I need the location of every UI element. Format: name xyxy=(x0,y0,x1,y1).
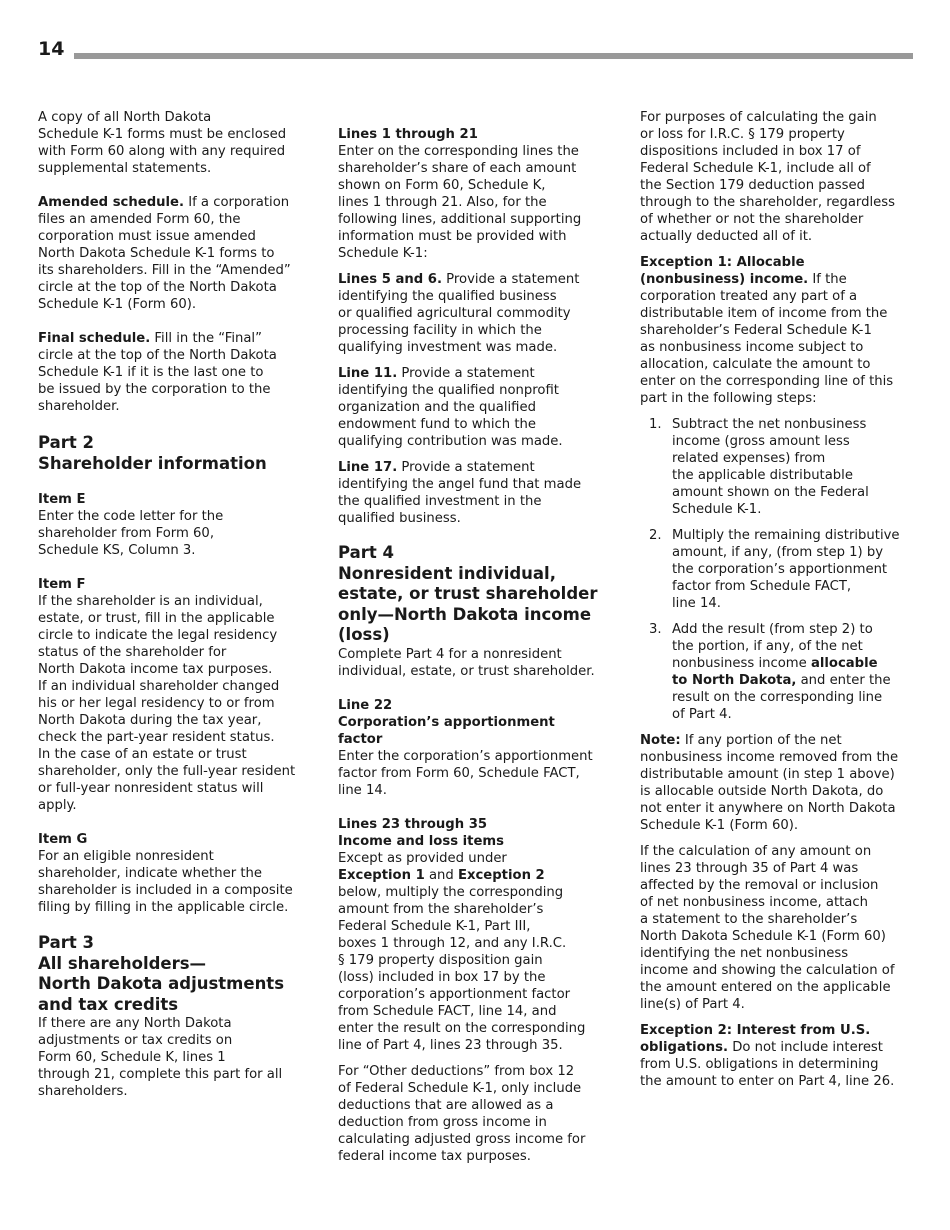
exception-1-title: Exception 1: Allocable (nonbusiness) income. xyxy=(640,255,809,287)
final-schedule-title: Final schedule. xyxy=(38,331,151,346)
exception-1-steps xyxy=(640,416,918,723)
lines-5-6-title: Lines 5 and 6. xyxy=(338,272,442,287)
exception-2-title: Exception 2: Interest from U.S. obligations. xyxy=(640,1023,871,1055)
item-f-title: Item F xyxy=(38,577,86,592)
lines-23-35-title: Lines 23 through 35 Income and loss items xyxy=(338,816,504,849)
calculation-paragraph: If the calculation of any amount on lines 23 through 35 of Part 4 was affected by the removal or inclusion of net nonbusiness income, attach a statement to the shareholder’s North Dakota Schedule K-1 (Form 60) identifying the net nonbusiness income and showing the calculation of the amount entered on the applicable line(s) of Part 4. xyxy=(640,844,895,1012)
other-deductions-paragraph: For “Other deductions” from box 12 of Federal Schedule K-1, only include deductions that are allowed as a deduction from gross income in calculating adjusted gross income for federal income tax purposes. xyxy=(338,1063,586,1164)
note-paragraph: Note: If any portion of the net nonbusiness income removed from the distributable amount (in step 1 above) is allocable outside North Dakota, do not enter it anywhere on North Dakota Schedule K-1 (Form 60). xyxy=(640,733,899,833)
part-4-text: Complete Part 4 for a nonresident individual, estate, or trust shareholder. xyxy=(338,646,595,679)
final-schedule-paragraph: Final schedule. Fill in the “Final” circle at the top of the North Dakota Schedule K-1 if it is the last one to be issued by the corporation to the shareholder. xyxy=(38,331,277,414)
line-22-text: Enter the corporation’s apportionment factor from Form 60, Schedule FACT, line 14. xyxy=(338,748,593,798)
amended-schedule-paragraph: Amended schedule. If a corporation files an amended Form 60, the corporation must issue amended North Dakota Schedule K-1 forms to its shareholders. Fill in the “Amended” circle at the top of the North Dakota Schedule K-1 (Form 60). xyxy=(38,195,291,312)
step-item: 1. Subtract the net nonbusiness income (gross amount less related expenses) from the applicable distributable amount shown on the Federal Schedule K-1. xyxy=(649,417,869,517)
line-11-title: Line 11. xyxy=(338,366,398,381)
lines-23-35-text: Except as provided under Exception 1 and Exception 2 below, multiply the corresponding amount from the shareholder’s Federal Schedule K-1, Part III, boxes 1 through 12, and any I.R.C. § 179 property disposition gain (loss) included in box 17 by the corporation’s apportionment factor from Schedule FACT, line 14, and enter the result on the corresponding line of Part 4, lines 23 through 35. xyxy=(338,850,586,1053)
part-3-heading: Part 3 All shareholders— North Dakota adjustments and tax credits xyxy=(38,933,285,1014)
exception-2-paragraph: Exception 2: Interest from U.S. obligations. Do not include interest from U.S. obligations in determining the amount to enter on Part 4, line 26. xyxy=(640,1023,895,1089)
section-179-paragraph: For purposes of calculating the gain or loss for I.R.C. § 179 property dispositions included in box 17 of Federal Schedule K-1, include all of the Section 179 deduction passed through to the shareholder, regardless of whether or not the shareholder actually deducted all of it. xyxy=(640,110,895,244)
part-3-text: If there are any North Dakota adjustments or tax credits on Form 60, Schedule K, lines 1 through 21, complete this part for all shareholders. xyxy=(38,1016,283,1099)
item-g-title: Item G xyxy=(38,832,88,847)
lines-1-21-text: Enter on the corresponding lines the shareholder’s share of each amount shown on Form 60, Schedule K, lines 1 through 21. Also, for the following lines, additional supporting information must be provided with Schedule K-1: xyxy=(338,144,582,261)
step-item: 2. Multiply the remaining distributive amount, if any, (from step 1) by the corporation’s apportionment factor from Schedule FACT, line 14. xyxy=(649,528,900,611)
step-item: 3. Add the result (from step 2) to the portion, if any, of the net nonbusiness income allocable to North Dakota, and enter the result on the corresponding line of Part 4. xyxy=(649,622,891,722)
line-22-title: Line 22 Corporation’s apportionment factor xyxy=(338,697,555,747)
header-rule xyxy=(74,53,913,59)
line-11-paragraph: Line 11. Provide a statement identifying the qualified nonprofit organization and the qualified endowment fund to which the qualifying contribution was made. xyxy=(338,366,563,449)
item-e-text: Enter the code letter for the shareholder from Form 60, Schedule KS, Column 3. xyxy=(38,509,224,558)
note-label: Note: xyxy=(640,733,681,748)
part-4-heading: Part 4 Nonresident individual, estate, or trust shareholder only—North Dakota income (loss) xyxy=(338,543,598,644)
exception-1-paragraph: Exception 1: Allocable (nonbusiness) income. If the corporation treated any part of a distributable item of income from the shareholder’s Federal Schedule K-1 as nonbusiness income subject to allocation, calculate the amount to enter on the corresponding line of this part in the following steps: xyxy=(640,255,894,406)
line-17-title: Line 17. xyxy=(338,460,398,475)
intro-paragraph: A copy of all North Dakota Schedule K-1 forms must be enclosed with Form 60 along with any required supplemental statements. xyxy=(38,110,287,176)
item-g-text: For an eligible nonresident shareholder, indicate whether the shareholder is included in a composite filing by filling in the applicable circle. xyxy=(38,849,293,915)
part-2-heading: Part 2 Shareholder information xyxy=(38,433,267,473)
lines-1-21-title: Lines 1 through 21 xyxy=(338,127,478,142)
column-3 xyxy=(640,109,918,1090)
column-1 xyxy=(38,109,313,1100)
item-e-title: Item E xyxy=(38,492,86,507)
page-number: 14 xyxy=(38,38,65,60)
exception-2-reference: Exception 2 xyxy=(457,867,545,883)
exception-1-reference: Exception 1 xyxy=(338,867,425,883)
column-2 xyxy=(338,126,618,1165)
item-f-text: If the shareholder is an individual, estate, or trust, fill in the applicable circle to indicate the legal residency status of the shareholder for North Dakota income tax purposes. If an individual shareholder changed his or her legal residency to or from North Dakota during the tax year, check the part-year resident status. In the case of an estate or trust shareholder, only the full-year resident or full-year nonresident status will apply. xyxy=(38,594,296,813)
amended-schedule-title: Amended schedule. xyxy=(38,195,184,210)
line-17-paragraph: Line 17. Provide a statement identifying the angel fund that made the qualified investment in the qualified business. xyxy=(338,460,582,526)
lines-5-6-paragraph: Lines 5 and 6. Provide a statement identifying the qualified business or qualified agricultural commodity processing facility in which the qualifying investment was made. xyxy=(338,272,580,355)
